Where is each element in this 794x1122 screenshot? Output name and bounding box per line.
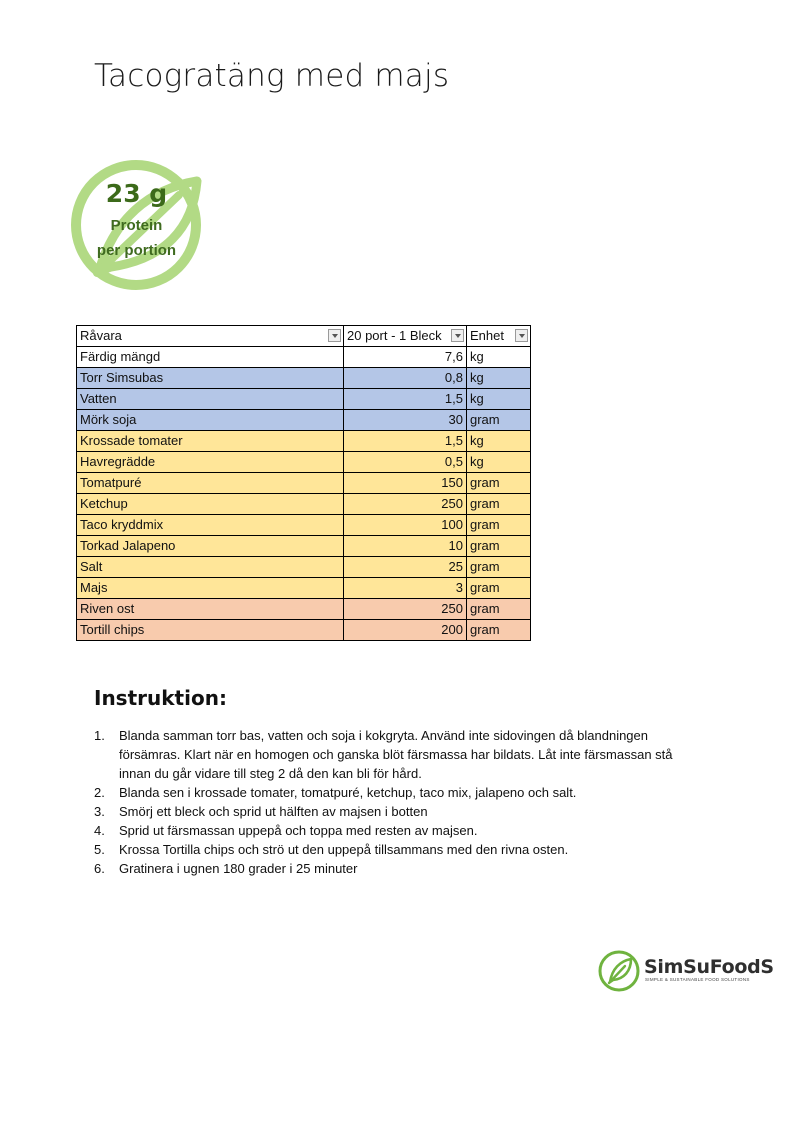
ingredient-amount: 30	[344, 410, 467, 431]
leaf-logo-icon	[598, 949, 642, 993]
step-number: 2.	[94, 785, 105, 800]
column-header-unit[interactable]: Enhet	[467, 326, 531, 347]
table-row	[77, 515, 531, 536]
table-row	[77, 578, 531, 599]
ingredient-amount: 1,5	[344, 389, 467, 410]
ingredient-name: Torr Simsubas	[77, 368, 344, 389]
ingredient-unit: kg	[467, 431, 531, 452]
step-text: Blanda sen i krossade tomater, tomatpuré, ketchup, taco mix, jalapeno och salt.	[119, 785, 577, 800]
ingredient-name: Tortill chips	[77, 620, 344, 641]
ingredient-amount: 0,8	[344, 368, 467, 389]
ingredient-name: Taco kryddmix	[77, 515, 344, 536]
step-text: Sprid ut färsmassan uppepå och toppa med resten av majsen.	[119, 823, 478, 838]
ingredients-table	[76, 325, 531, 641]
ingredient-unit: gram	[467, 494, 531, 515]
ingredient-unit: gram	[467, 410, 531, 431]
ingredient-amount: 1,5	[344, 431, 467, 452]
ingredient-name: Vatten	[77, 389, 344, 410]
step-number: 4.	[94, 823, 105, 838]
filter-dropdown-icon[interactable]	[328, 329, 341, 342]
list-item	[94, 783, 694, 802]
brand-tagline: SIMPLE & SUSTAINABLE FOOD SOLUTIONS	[645, 977, 750, 982]
ingredient-amount: 250	[344, 599, 467, 620]
ingredient-name: Tomatpuré	[77, 473, 344, 494]
table-row	[77, 431, 531, 452]
ingredient-name: Torkad Jalapeno	[77, 536, 344, 557]
list-item	[94, 726, 694, 783]
ingredient-unit: gram	[467, 578, 531, 599]
column-header-amount[interactable]: 20 port - 1 Bleck	[344, 326, 467, 347]
ingredient-amount: 250	[344, 494, 467, 515]
table-header-row	[77, 326, 531, 347]
step-number: 3.	[94, 804, 105, 819]
list-item	[94, 821, 694, 840]
table-row	[77, 368, 531, 389]
ingredient-amount: 3	[344, 578, 467, 599]
table-row	[77, 599, 531, 620]
step-number: 5.	[94, 842, 105, 857]
ingredient-name: Färdig mängd	[77, 347, 344, 368]
ingredient-unit: gram	[467, 473, 531, 494]
per-portion-label: per portion	[96, 242, 177, 259]
ingredient-amount: 10	[344, 536, 467, 557]
ingredient-unit: kg	[467, 452, 531, 473]
ingredient-unit: kg	[467, 347, 531, 368]
step-text: Krossa Tortilla chips och strö ut den uppepå tillsammans med den rivna osten.	[119, 842, 569, 857]
table-row	[77, 557, 531, 578]
ingredient-name: Majs	[77, 578, 344, 599]
ingredient-amount: 200	[344, 620, 467, 641]
instructions-list	[94, 726, 694, 878]
ingredient-name: Havregrädde	[77, 452, 344, 473]
ingredient-amount: 150	[344, 473, 467, 494]
ingredient-name: Mörk soja	[77, 410, 344, 431]
ingredient-amount: 0,5	[344, 452, 467, 473]
ingredient-unit: gram	[467, 620, 531, 641]
ingredient-unit: gram	[467, 599, 531, 620]
protein-amount: 23 g	[105, 179, 168, 208]
ingredient-name: Krossade tomater	[77, 431, 344, 452]
column-header-ingredient[interactable]: Råvara	[77, 326, 344, 347]
ingredient-unit: kg	[467, 389, 531, 410]
step-number: 1.	[94, 728, 105, 743]
table-row	[77, 347, 531, 368]
step-text: Blanda samman torr bas, vatten och soja i kokgryta. Använd inte sidovingen då blandningen försämras. Klart när en homogen och ganska blöt färsmassa har bildats. Låt inte färsmassan stå innan du går vidare till steg 2 då den kan bli för hård.	[119, 728, 673, 781]
brand-logo	[598, 948, 774, 994]
list-item	[94, 802, 694, 821]
step-text: Gratinera i ugnen 180 grader i 25 minuter	[119, 861, 358, 876]
table-row	[77, 536, 531, 557]
protein-label: Protein	[110, 217, 163, 234]
table-row	[77, 473, 531, 494]
page-title: Tacogratäng med majs	[94, 58, 450, 94]
ingredient-name: Riven ost	[77, 599, 344, 620]
ingredient-amount: 100	[344, 515, 467, 536]
filter-dropdown-icon[interactable]	[451, 329, 464, 342]
table-row	[77, 452, 531, 473]
table-row	[77, 494, 531, 515]
table-row	[77, 410, 531, 431]
ingredient-unit: gram	[467, 515, 531, 536]
ingredient-unit: kg	[467, 368, 531, 389]
list-item	[94, 840, 694, 859]
brand-name: SimSuFoodS	[644, 956, 774, 978]
ingredient-amount: 7,6	[344, 347, 467, 368]
table-row	[77, 620, 531, 641]
step-text: Smörj ett bleck och sprid ut hälften av majsen i botten	[119, 804, 428, 819]
protein-badge	[69, 159, 204, 292]
ingredient-name: Ketchup	[77, 494, 344, 515]
ingredient-amount: 25	[344, 557, 467, 578]
instructions-heading: Instruktion:	[94, 686, 227, 710]
ingredient-unit: gram	[467, 536, 531, 557]
ingredient-name: Salt	[77, 557, 344, 578]
step-number: 6.	[94, 861, 105, 876]
list-item	[94, 859, 694, 878]
filter-dropdown-icon[interactable]	[515, 329, 528, 342]
ingredient-unit: gram	[467, 557, 531, 578]
table-row	[77, 389, 531, 410]
